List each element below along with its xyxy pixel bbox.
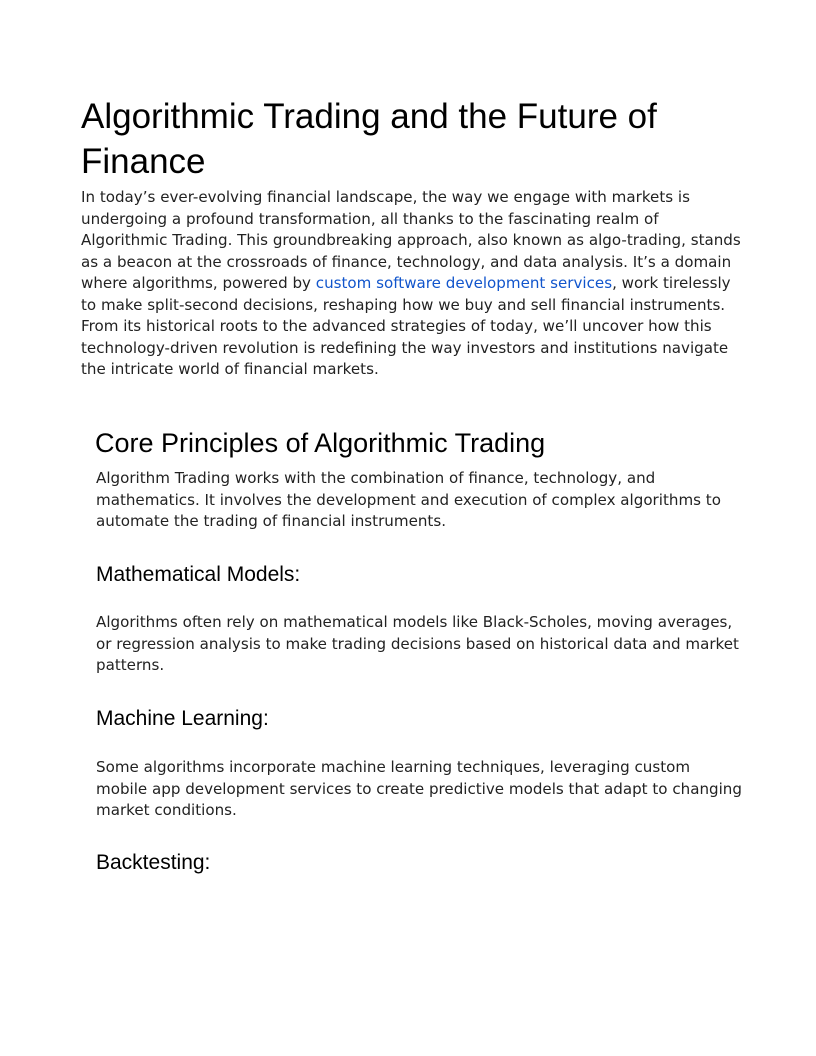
core-principles-heading: Core Principles of Algorithmic Trading (95, 428, 546, 458)
intro-text-after-link: , work tirelessly to make split-second decisions, reshaping how we buy and sell financial instruments. (81, 274, 731, 314)
intro-section (81, 187, 741, 381)
intro-paragraph-2: From its historical roots to the advanced strategies of today, we’ll uncover how this technology-driven revolution is redefining the way investors and institutions navigate the intricate world of financial markets. (81, 317, 729, 378)
intro-paragraph-1 (81, 187, 741, 316)
core-principles-text: Algorithm Trading works with the combination of finance, technology, and mathematics. It involves the development and execution of complex algorithms to automate the trading of financial instruments. (96, 469, 721, 530)
machine-learning-text: Some algorithms incorporate machine learning techniques, leveraging custom mobile app development services to create predictive models that adapt to changing market conditions. (96, 758, 742, 819)
page-title: Algorithmic Trading and the Future of Finance (81, 97, 657, 181)
mathematical-models-text: Algorithms often rely on mathematical models like Black-Scholes, moving averages, or regression analysis to make trading decisions based on historical data and market patterns. (96, 613, 739, 674)
backtesting-heading: Backtesting: (96, 851, 211, 874)
custom-software-link[interactable]: custom software development services (315, 274, 613, 292)
machine-learning-heading: Machine Learning: (96, 707, 269, 730)
intro-text-before-link: In today’s ever-evolving financial landscape, the way we engage with markets is undergoing a profound transformation, all thanks to the fascinating realm of Algorithmic Trading. This groundbreaking approach, also known as algo-trading, stands as a beacon at the crossroads of finance, technology, and data analysis. It’s a domain where algorithms, powered by (81, 188, 741, 292)
mathematical-models-heading: Mathematical Models: (96, 563, 301, 586)
